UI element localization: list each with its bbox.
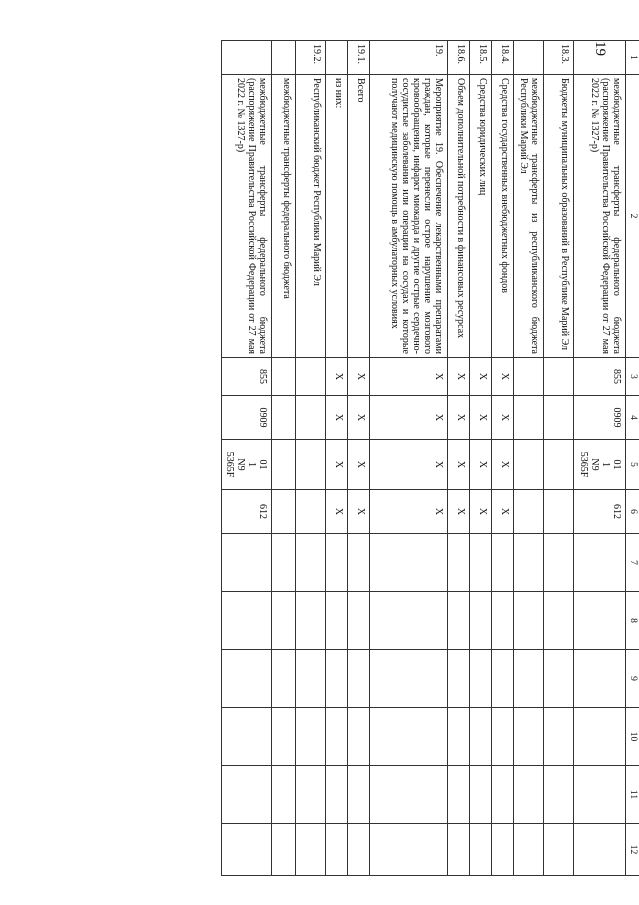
cell-col-3 — [296, 358, 326, 396]
cell-col-8 — [470, 592, 492, 650]
cell-col-10 — [470, 708, 492, 766]
row-description: межбюджетные трансферты федерального бюджета — [272, 75, 296, 358]
cell-col-9 — [544, 650, 574, 708]
col-header: 11 — [626, 766, 639, 824]
cell-col-8 — [222, 592, 272, 650]
cell-col-7 — [492, 534, 514, 592]
cell-col-9 — [222, 650, 272, 708]
row-description: межбюджетные трансферты федерального бюджета (распоряжение Правительства Российской Федерации от 27 мая 2022 г. № 1327-р) — [222, 75, 272, 358]
cell-col-10 — [544, 708, 574, 766]
cell-col-10 — [370, 708, 448, 766]
table-row — [544, 41, 574, 876]
cell-col-8 — [370, 592, 448, 650]
col-header: 1 — [626, 41, 639, 75]
cell-col-9 — [296, 650, 326, 708]
cell-col-12 — [326, 824, 348, 876]
cell-col-12 — [574, 824, 626, 876]
cell-col-4 — [514, 396, 544, 440]
cell-col-7 — [272, 534, 296, 592]
row-description: Средства юридических лиц — [470, 75, 492, 358]
cell-col-11 — [492, 766, 514, 824]
cell-col-8 — [296, 592, 326, 650]
row-number — [514, 41, 544, 75]
table-row — [370, 41, 448, 876]
cell-col-9 — [326, 650, 348, 708]
cell-col-5 — [514, 440, 544, 490]
row-description: Средства государственных внебюджетных фондов — [492, 75, 514, 358]
cell-col-9 — [348, 650, 370, 708]
row-number — [326, 41, 348, 75]
cell-col-3: Х — [370, 358, 448, 396]
cell-col-5 — [272, 440, 296, 490]
cell-col-4: Х — [326, 396, 348, 440]
cell-col-4 — [296, 396, 326, 440]
cell-col-11 — [296, 766, 326, 824]
cell-col-10 — [348, 708, 370, 766]
col-header: 2 — [626, 75, 639, 358]
table-row — [448, 41, 470, 876]
cell-col-6 — [272, 490, 296, 534]
cell-col-3: Х — [326, 358, 348, 396]
row-number: 19. — [370, 41, 448, 75]
row-number — [574, 41, 626, 75]
row-number: 18.4. — [492, 41, 514, 75]
row-number — [272, 41, 296, 75]
cell-col-7 — [326, 534, 348, 592]
page-number: 19 — [592, 41, 608, 56]
table-row — [492, 41, 514, 876]
cell-col-11 — [326, 766, 348, 824]
table-row — [348, 41, 370, 876]
col-header: 3 — [626, 358, 639, 396]
cell-col-7 — [348, 534, 370, 592]
cell-col-12 — [492, 824, 514, 876]
cell-col-10 — [448, 708, 470, 766]
cell-col-4 — [544, 396, 574, 440]
row-number: 18.3. — [544, 41, 574, 75]
cell-col-7 — [544, 534, 574, 592]
row-number: 18.6. — [448, 41, 470, 75]
cell-col-5 — [544, 440, 574, 490]
cell-col-9 — [492, 650, 514, 708]
cell-col-8 — [326, 592, 348, 650]
table-row — [574, 41, 626, 876]
table-row — [514, 41, 544, 876]
row-description: Бюджеты муниципальных образований в Республике Марий Эл — [544, 75, 574, 358]
cell-col-6: Х — [492, 490, 514, 534]
table-body — [222, 41, 626, 876]
cell-col-12 — [470, 824, 492, 876]
row-number: 18.5. — [470, 41, 492, 75]
cell-col-12 — [222, 824, 272, 876]
cell-col-4: 0909 — [222, 396, 272, 440]
row-number: 19.1. — [348, 41, 370, 75]
cell-col-4: Х — [470, 396, 492, 440]
cell-col-11 — [544, 766, 574, 824]
col-header: 7 — [626, 534, 639, 592]
cell-col-6: Х — [370, 490, 448, 534]
cell-col-11 — [222, 766, 272, 824]
cell-col-6: Х — [470, 490, 492, 534]
header-row — [626, 41, 639, 876]
cell-col-8 — [492, 592, 514, 650]
cell-col-7 — [448, 534, 470, 592]
cell-col-6 — [544, 490, 574, 534]
cell-col-6 — [296, 490, 326, 534]
cell-col-11 — [448, 766, 470, 824]
cell-col-5: Х — [448, 440, 470, 490]
col-header: 8 — [626, 592, 639, 650]
cell-col-11 — [470, 766, 492, 824]
cell-col-3 — [544, 358, 574, 396]
cell-col-4: Х — [348, 396, 370, 440]
cell-col-10 — [574, 708, 626, 766]
cell-col-12 — [514, 824, 544, 876]
row-description: межбюджетные трансферты из республиканского бюджета Республики Марий Эл — [514, 75, 544, 358]
cell-col-3: 855 — [222, 358, 272, 396]
cell-col-6: Х — [326, 490, 348, 534]
cell-col-10 — [492, 708, 514, 766]
cell-col-7 — [370, 534, 448, 592]
cell-col-5: Х — [492, 440, 514, 490]
cell-col-11 — [272, 766, 296, 824]
cell-col-7 — [514, 534, 544, 592]
cell-col-9 — [272, 650, 296, 708]
row-description: Республиканский бюджет Республики Марий Эл — [296, 75, 326, 358]
col-header: 12 — [626, 824, 639, 876]
row-description: Мероприятие 19. Обеспечение лекарственными препаратами граждан, которые перенесли острое нарушение мозгового кровообращения, инфаркт миокарда и другие острые сердечно-сосудистые заболевания или операции на сосудах и которые получают медицинскую помощь в амбулаторных условиях — [370, 75, 448, 358]
row-description: межбюджетные трансферты федерального бюджета (распоряжение Правительства Российской Федерации от 27 мая 2022 г. № 1327-р) — [574, 75, 626, 358]
rotated-table-container — [122, 40, 639, 875]
cell-col-12 — [448, 824, 470, 876]
cell-col-12 — [272, 824, 296, 876]
cell-col-7 — [574, 534, 626, 592]
cell-col-6: Х — [448, 490, 470, 534]
cell-col-3: Х — [492, 358, 514, 396]
cell-col-11 — [514, 766, 544, 824]
cell-col-10 — [514, 708, 544, 766]
cell-col-5: Х — [348, 440, 370, 490]
cell-col-6: 612 — [222, 490, 272, 534]
cell-col-10 — [296, 708, 326, 766]
cell-col-8 — [544, 592, 574, 650]
cell-col-7 — [470, 534, 492, 592]
col-header: 9 — [626, 650, 639, 708]
cell-col-4: Х — [370, 396, 448, 440]
cell-col-11 — [574, 766, 626, 824]
cell-col-5: Х — [326, 440, 348, 490]
row-description: Объем дополнительной потребности в финансовых ресурсах — [448, 75, 470, 358]
cell-col-12 — [370, 824, 448, 876]
table-row — [326, 41, 348, 876]
table-row — [296, 41, 326, 876]
cell-col-8 — [348, 592, 370, 650]
cell-col-9 — [470, 650, 492, 708]
cell-col-3: Х — [470, 358, 492, 396]
cell-col-3: 855 — [574, 358, 626, 396]
col-header: 4 — [626, 396, 639, 440]
cell-col-5: 01 1 N9 5365F — [574, 440, 626, 490]
cell-col-3 — [514, 358, 544, 396]
cell-col-11 — [348, 766, 370, 824]
cell-col-8 — [514, 592, 544, 650]
cell-col-3: Х — [448, 358, 470, 396]
cell-col-8 — [574, 592, 626, 650]
cell-col-4: Х — [448, 396, 470, 440]
budget-table — [221, 40, 639, 876]
col-header: 5 — [626, 440, 639, 490]
row-description: из них: — [326, 75, 348, 358]
cell-col-5: Х — [370, 440, 448, 490]
cell-col-7 — [222, 534, 272, 592]
cell-col-10 — [272, 708, 296, 766]
row-number — [222, 41, 272, 75]
cell-col-4 — [272, 396, 296, 440]
cell-col-7 — [296, 534, 326, 592]
cell-col-12 — [296, 824, 326, 876]
cell-col-8 — [448, 592, 470, 650]
table-row — [470, 41, 492, 876]
cell-col-4: 0909 — [574, 396, 626, 440]
col-header: 6 — [626, 490, 639, 534]
col-header: 10 — [626, 708, 639, 766]
table-row — [222, 41, 272, 876]
cell-col-5: Х — [470, 440, 492, 490]
cell-col-10 — [222, 708, 272, 766]
cell-col-12 — [544, 824, 574, 876]
cell-col-6 — [514, 490, 544, 534]
cell-col-6: 612 — [574, 490, 626, 534]
cell-col-5 — [296, 440, 326, 490]
row-number: 19.2. — [296, 41, 326, 75]
cell-col-4: Х — [492, 396, 514, 440]
cell-col-9 — [574, 650, 626, 708]
cell-col-9 — [448, 650, 470, 708]
table-row — [272, 41, 296, 876]
cell-col-5: 01 1 N9 5365F — [222, 440, 272, 490]
cell-col-9 — [514, 650, 544, 708]
cell-col-11 — [370, 766, 448, 824]
cell-col-3 — [272, 358, 296, 396]
cell-col-3: Х — [348, 358, 370, 396]
cell-col-6: Х — [348, 490, 370, 534]
cell-col-9 — [370, 650, 448, 708]
cell-col-10 — [326, 708, 348, 766]
cell-col-12 — [348, 824, 370, 876]
cell-col-8 — [272, 592, 296, 650]
row-description: Всего — [348, 75, 370, 358]
